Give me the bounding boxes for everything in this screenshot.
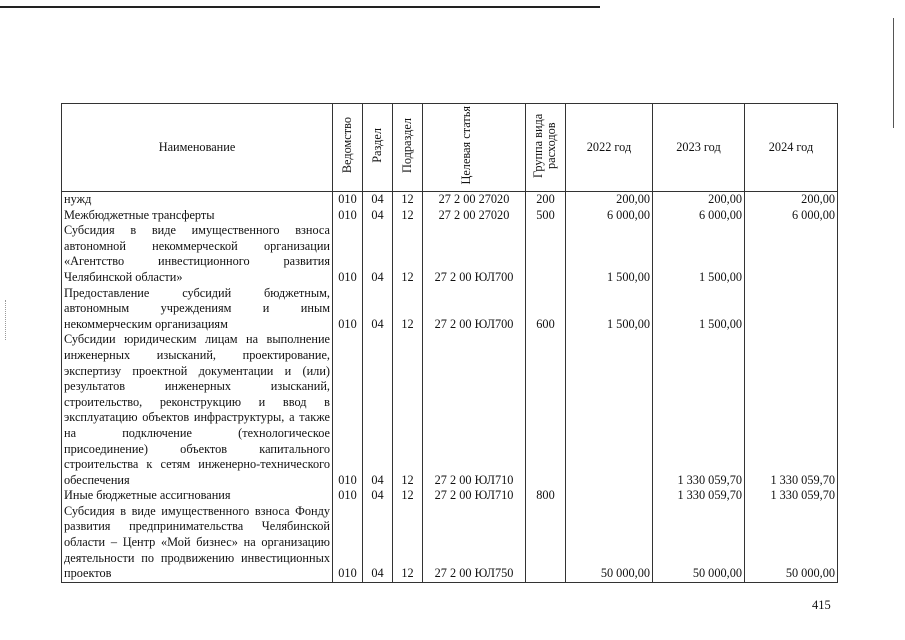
row-gruppa: 200 xyxy=(526,192,566,208)
table-row xyxy=(62,192,838,208)
header-gruppa-vida: Группа вида расходов xyxy=(526,104,566,192)
row-podrazdel: 12 xyxy=(393,332,423,488)
row-gruppa: 800 xyxy=(526,488,566,504)
row-celevaya: 27 2 00 ЮЛ700 xyxy=(423,286,526,333)
header-vedomstvo: Ведомство xyxy=(333,104,363,192)
row-2023: 1 500,00 xyxy=(653,286,745,333)
row-gruppa: 600 xyxy=(526,286,566,333)
row-celevaya: 27 2 00 ЮЛ750 xyxy=(423,504,526,582)
row-vedomstvo: 010 xyxy=(333,208,363,224)
table-row xyxy=(62,208,838,224)
row-2023: 200,00 xyxy=(653,192,745,208)
row-gruppa: 500 xyxy=(526,208,566,224)
row-celevaya: 27 2 00 ЮЛ700 xyxy=(423,223,526,285)
page-number: 415 xyxy=(812,598,831,612)
row-name: Субсидия в виде имущественного взноса автономной некоммерческой организации «Агентство инвестиционного развития Челябинской области» xyxy=(62,223,333,285)
row-gruppa xyxy=(526,504,566,582)
row-2022: 1 500,00 xyxy=(566,223,653,285)
row-2022: 1 500,00 xyxy=(566,286,653,333)
table-row xyxy=(62,223,838,285)
row-razdel: 04 xyxy=(363,504,393,582)
table-header-row xyxy=(62,104,838,192)
row-2024: 6 000,00 xyxy=(745,208,838,224)
row-name: Субсидии юридическим лицам на выполнение инженерных изысканий, проектирование, экспертизу проектной документации и (или) результатов инженерных изысканий, строительство, реконструкцию и ввод в эксплуатацию объектов инфраструктуры, а также на подключение (технологическое присоединение) объектов капитального строительства к сетям инженерно-технического обеспечения xyxy=(62,332,333,488)
row-name: Предоставление субсидий бюджетным, автономным учреждениям и иным некоммерческим организациям xyxy=(62,286,333,333)
header-celevaya-statya: Целевая статья xyxy=(423,104,526,192)
row-vedomstvo: 010 xyxy=(333,504,363,582)
row-celevaya: 27 2 00 27020 xyxy=(423,208,526,224)
row-name: Иные бюджетные ассигнования xyxy=(62,488,333,504)
table-row xyxy=(62,332,838,488)
scan-margin-dots xyxy=(5,300,7,340)
row-celevaya: 27 2 00 ЮЛ710 xyxy=(423,488,526,504)
row-2023: 1 500,00 xyxy=(653,223,745,285)
row-podrazdel: 12 xyxy=(393,192,423,208)
table-row xyxy=(62,504,838,582)
row-2024: 1 330 059,70 xyxy=(745,488,838,504)
table-row xyxy=(62,488,838,504)
table-row xyxy=(62,286,838,333)
right-edge-rule xyxy=(893,18,894,128)
row-2022: 50 000,00 xyxy=(566,504,653,582)
row-2024: 1 330 059,70 xyxy=(745,332,838,488)
row-vedomstvo: 010 xyxy=(333,286,363,333)
row-podrazdel: 12 xyxy=(393,223,423,285)
row-2022: 200,00 xyxy=(566,192,653,208)
row-celevaya: 27 2 00 27020 xyxy=(423,192,526,208)
header-name: Наименование xyxy=(62,104,333,192)
row-celevaya: 27 2 00 ЮЛ710 xyxy=(423,332,526,488)
header-2023: 2023 год xyxy=(653,104,745,192)
top-rule xyxy=(0,6,600,8)
row-razdel: 04 xyxy=(363,192,393,208)
row-gruppa xyxy=(526,332,566,488)
row-name: нужд xyxy=(62,192,333,208)
row-podrazdel: 12 xyxy=(393,504,423,582)
row-2023: 1 330 059,70 xyxy=(653,332,745,488)
row-razdel: 04 xyxy=(363,286,393,333)
header-2022: 2022 год xyxy=(566,104,653,192)
row-2022: 6 000,00 xyxy=(566,208,653,224)
row-vedomstvo: 010 xyxy=(333,223,363,285)
row-name: Субсидия в виде имущественного взноса Фонду развития предпринимательства Челябинской области – Центр «Мой бизнес» на организацию деятельности по продвижению инвестиционных проектов xyxy=(62,504,333,582)
row-razdel: 04 xyxy=(363,488,393,504)
row-2023: 6 000,00 xyxy=(653,208,745,224)
row-2024: 50 000,00 xyxy=(745,504,838,582)
header-2024: 2024 год xyxy=(745,104,838,192)
row-2023: 50 000,00 xyxy=(653,504,745,582)
row-name: Межбюджетные трансферты xyxy=(62,208,333,224)
row-vedomstvo: 010 xyxy=(333,488,363,504)
row-2024 xyxy=(745,223,838,285)
row-podrazdel: 12 xyxy=(393,488,423,504)
row-2022 xyxy=(566,332,653,488)
row-vedomstvo: 010 xyxy=(333,192,363,208)
row-podrazdel: 12 xyxy=(393,286,423,333)
row-razdel: 04 xyxy=(363,223,393,285)
row-2023: 1 330 059,70 xyxy=(653,488,745,504)
row-vedomstvo: 010 xyxy=(333,332,363,488)
row-2024 xyxy=(745,286,838,333)
row-2022 xyxy=(566,488,653,504)
row-razdel: 04 xyxy=(363,208,393,224)
row-podrazdel: 12 xyxy=(393,208,423,224)
header-razdel: Раздел xyxy=(363,104,393,192)
row-razdel: 04 xyxy=(363,332,393,488)
row-gruppa xyxy=(526,223,566,285)
budget-table xyxy=(61,103,838,583)
header-podrazdel: Подраздел xyxy=(393,104,423,192)
row-2024: 200,00 xyxy=(745,192,838,208)
